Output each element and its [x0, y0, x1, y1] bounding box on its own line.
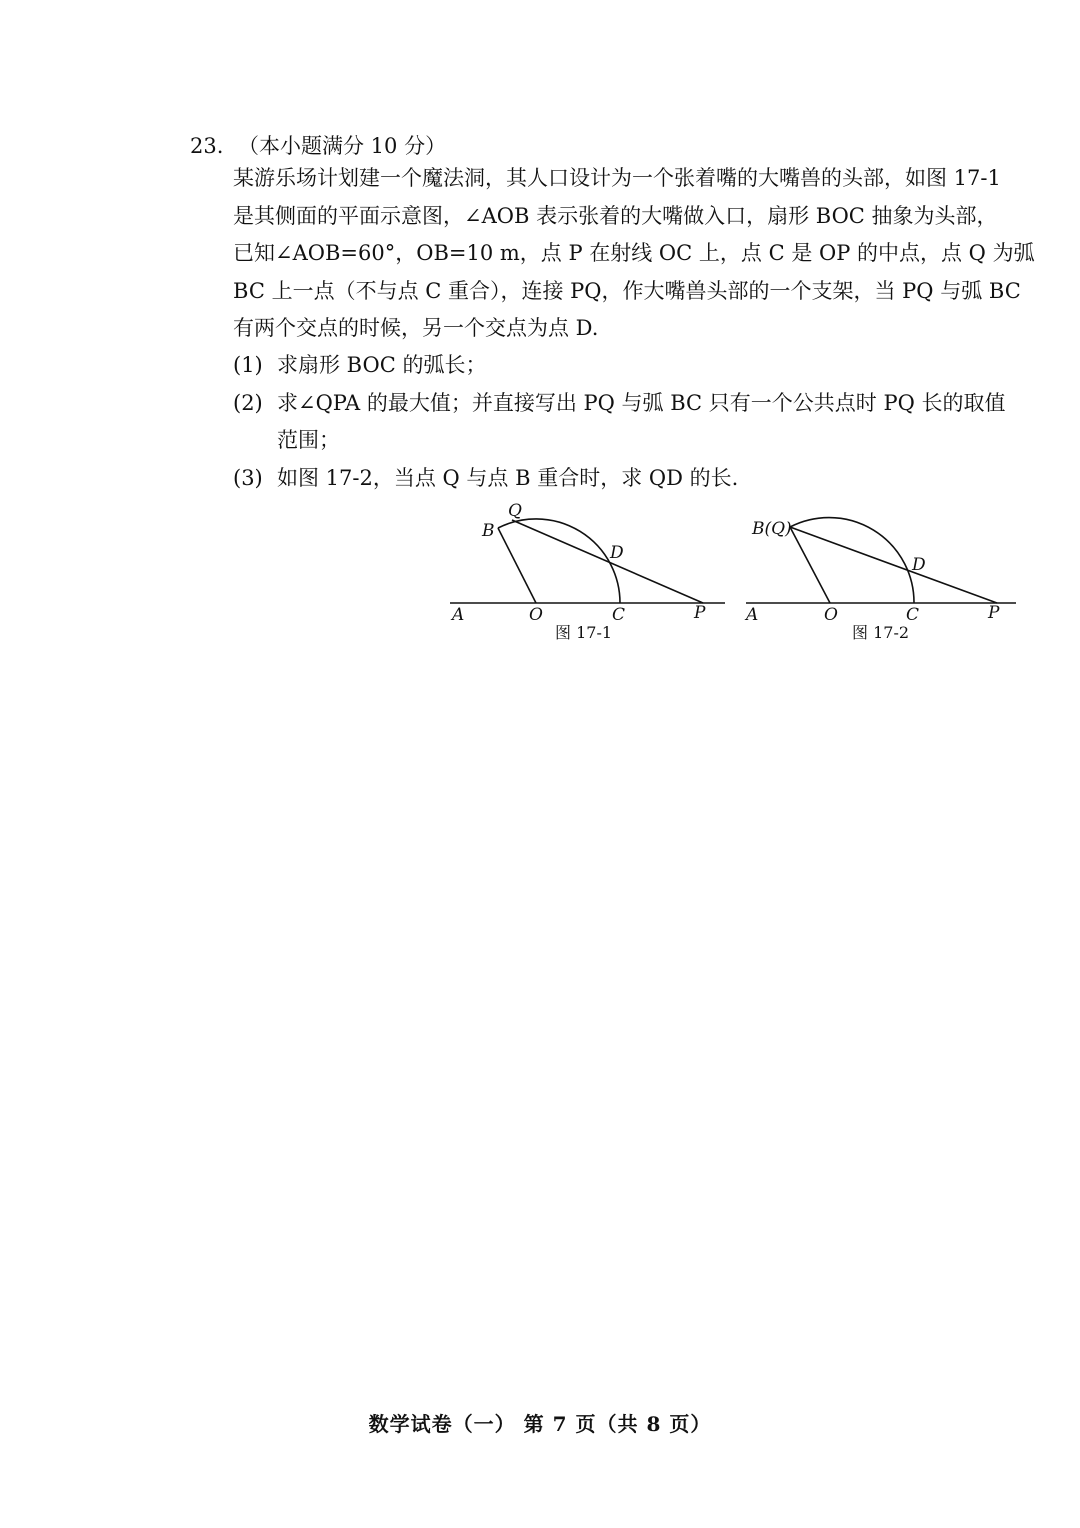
label-bq: B(Q): [752, 519, 792, 539]
label-d: D: [912, 555, 926, 575]
label-a: A: [746, 605, 759, 625]
caption-17-1: 图 17-1: [555, 623, 613, 642]
part-3: [233, 460, 1023, 498]
label-o: O: [824, 605, 838, 625]
stem-line: 已知∠AOB=60°，OB=10 m，点 P 在射线 OC 上，点 C 是 OP 的中点，点 Q 为弧: [233, 241, 1035, 265]
part-2-continued: [233, 422, 1023, 460]
segment-pq: [790, 527, 997, 603]
label-d: D: [610, 543, 624, 563]
figures: [440, 500, 1040, 660]
stem-line: 某游乐场计划建一个魔法洞，其人口设计为一个张着嘴的大嘴兽的头部，如图 17-1: [233, 166, 1001, 190]
stem-line: 有两个交点的时候，另一个交点为点 D.: [233, 316, 599, 340]
question-number: 23.: [190, 134, 224, 158]
label-a: A: [452, 605, 465, 625]
question-header: [190, 130, 446, 160]
part-label: (2): [233, 390, 263, 415]
part-label: (3): [233, 465, 263, 490]
stem-line: 是其侧面的平面示意图，∠AOB 表示张着的大嘴做入口，扇形 BOC 抽象为头部，: [233, 203, 998, 228]
label-c: C: [612, 605, 626, 625]
stem-line: BC 上一点（不与点 C 重合），连接 PQ，作大嘴兽头部的一个支架，当 PQ 与弧 BC: [233, 278, 1021, 303]
part-text: 范围；: [277, 428, 340, 452]
page-footer: 数学试卷（一） 第 7 页（共 8 页）: [368, 1412, 712, 1436]
segment-ob: [498, 528, 536, 603]
arc-bc: [498, 519, 620, 603]
label-b: B: [482, 521, 495, 541]
part-text: 如图 17-2，当点 Q 与点 B 重合时，求 QD 的长.: [277, 465, 739, 490]
part-1: [233, 347, 1023, 385]
caption-17-2: 图 17-2: [852, 623, 910, 642]
part-label: (1): [233, 353, 263, 377]
label-q: Q: [508, 501, 522, 521]
label-o: O: [529, 605, 543, 625]
label-p: P: [988, 603, 1000, 623]
part-text: 求∠QPA 的最大值；并直接写出 PQ 与弧 BC 只有一个公共点时 PQ 长的取值: [277, 390, 1006, 415]
arc-bc: [790, 518, 914, 603]
score-note: （本小题满分 10 分）: [238, 134, 447, 158]
part-2: [233, 385, 1023, 423]
question-parts: [233, 347, 1023, 497]
label-c: C: [906, 605, 920, 625]
part-text: 求扇形 BOC 的弧长；: [277, 353, 487, 377]
question-stem: [233, 160, 1035, 348]
label-p: P: [694, 603, 706, 623]
segment-ob: [790, 527, 830, 603]
segment-pq: [512, 520, 703, 603]
